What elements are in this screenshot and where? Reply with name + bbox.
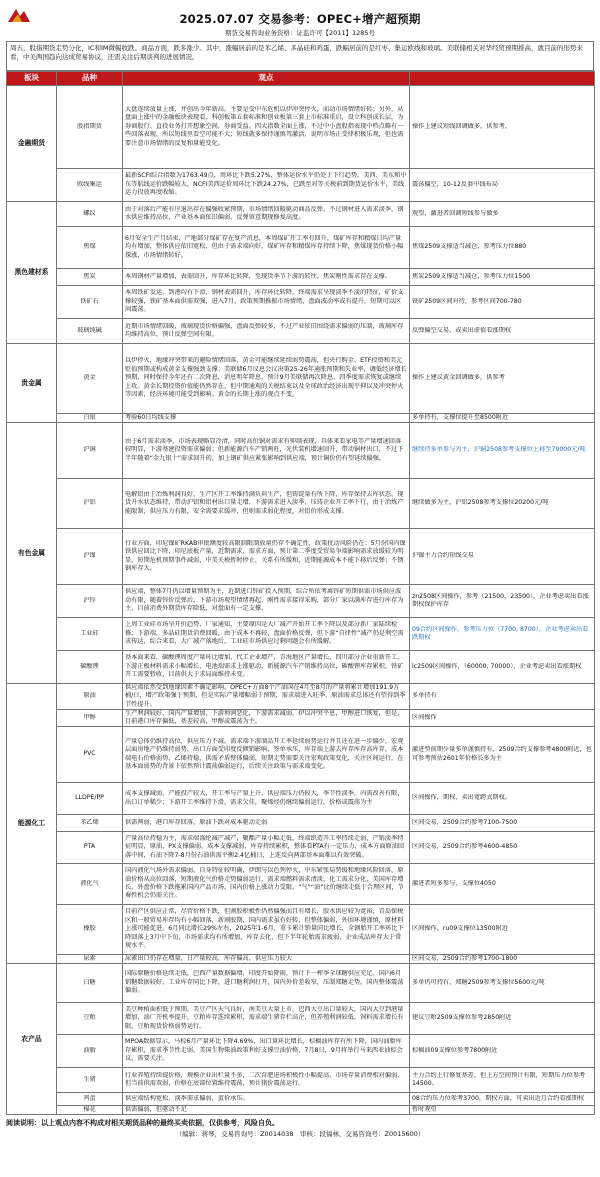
view-cell: 考验60日均线支撑 bbox=[123, 414, 410, 423]
product-cell: 白银 bbox=[57, 414, 123, 423]
strategy-cell: 区间操作 bbox=[410, 710, 595, 727]
view-cell: 供需偏弱，但驱动不足 bbox=[123, 1106, 410, 1115]
sector-cell: 农产品 bbox=[7, 964, 57, 1115]
strategy-cell: 建议豆粕2509支撑位参考2850附近 bbox=[410, 1003, 595, 1035]
table-row bbox=[7, 319, 595, 344]
view-cell: 供应端结构宽松，淡季需求偏弱，蛋价承压。 bbox=[123, 1093, 410, 1106]
strategy-cell: 继续做多为主，沪铝2508参考支撑位20200元/吨 bbox=[410, 479, 595, 529]
sector-cell: 贵金属 bbox=[7, 344, 57, 423]
table-row bbox=[7, 684, 595, 710]
table-row bbox=[7, 286, 595, 319]
view-cell: 近期市场情绪回暖，玻璃现货价格偏强，盘面反弹较多，不过产业依旧围绕需求偏弱的压制，玻璃库存均维持高位，预计反弹空间有限。 bbox=[123, 319, 410, 344]
view-cell: 产量总体仍维持高位，供应压力不减。需求端下游制品开工率延续弱势运行并且还在进一步偏少，宏观层面房地产仍维持弱势，出口方面受印度反倾销影响，签单承压，库存端上游去库存库存高库存，成本端电石价格弱势，乙烯持稳，供需矛盾整体偏弱，短期走势需要关注宏观政策变化，关注区间运行，在基本面弱势的背景下依然预计震荡偏弱运行，后续关注政策与需求端变化。 bbox=[123, 727, 410, 783]
strategy-cell: 区间交易，2509合约参考1700-1800 bbox=[410, 955, 595, 964]
strategy-cell: 多单持有 bbox=[410, 684, 595, 710]
table-row bbox=[7, 905, 595, 955]
credits: （编辑：蒋琴，交易咨询号：Z0014038 审核：段福林，交易咨询号：Z0015600） bbox=[175, 1130, 425, 1138]
strategy-cell: 区间交易，2509合约参考4600-4850 bbox=[410, 832, 595, 864]
product-cell: 沪铝 bbox=[57, 479, 123, 529]
strategy-cell: 区间操作，期权，卖出宽跨式期权。 bbox=[410, 783, 595, 815]
strategy-cell: 09合约区间操作，参考压力位（7700, 8700），企业考虑卖出看跌期权 bbox=[410, 618, 595, 651]
sector-cell: 有色金属 bbox=[7, 423, 57, 684]
table-row bbox=[7, 964, 595, 1003]
strategy-cell: 多单仍可持有，郑糖2509参考支撑位5600元/吨 bbox=[410, 964, 595, 1003]
product-cell: 生猪 bbox=[57, 1068, 123, 1093]
header-sector: 板块 bbox=[7, 72, 57, 86]
product-cell: 工业硅 bbox=[57, 618, 123, 651]
strategy-cell: 焦炭2509支撑适当减仓，参考压力位1500 bbox=[410, 269, 595, 286]
table-header-row bbox=[7, 72, 595, 86]
table-row bbox=[7, 864, 595, 905]
product-cell: 棉花 bbox=[57, 1106, 123, 1115]
table-body bbox=[7, 86, 595, 1115]
report-title: 2025.07.07 交易参考：OPEC+增产超预期 bbox=[179, 12, 421, 26]
product-cell: 白糖 bbox=[57, 964, 123, 1003]
table-row bbox=[7, 727, 595, 783]
product-cell: 原油 bbox=[57, 684, 123, 710]
table-row bbox=[7, 1003, 595, 1035]
table-row bbox=[7, 202, 595, 227]
product-cell: 沪锌 bbox=[57, 585, 123, 618]
view-cell: 由于6月需求淡季，市场表现略显冷清，同时高价铜对需求有抑制表现，具体来看家电等产量增速回落较明显，下游基建投资需求偏弱；但新能源汽车产销两旺，光伏装机增速回升，带动铜材出口，不过下半年随着“金九银十”需求回升的，加上钢矿供应紧张影响到供应端，预计铜价仍有望延续偏强。 bbox=[123, 423, 410, 479]
view-cell: 美豆种植面积低于预期，美豆产区天气良好，南美豆大量上市，巴西大豆出口量较大，国内大豆到港量增加，油厂开机率提升，豆粕库存连续累积，需求端生猪存栏高企，但养殖利润较低，饲料需求增长有限，豆粕现货价格弱势运行。 bbox=[123, 1003, 410, 1035]
product-cell: 甲醇 bbox=[57, 710, 123, 727]
view-cell: 大盘连续放量上涨，并创出今年新高。主要是受中东危机以伊冲突停火，而动市场情绪好转；另外，从盘面上涨中的金融板块表现看，科创板第五套标准和创业板第三套上市标准重启，设立科创成长层，为券商股行、直投业务打开想象空间，券商受益。四大指数全面上涨，不过中小盘股指表现中档点略有一些回落表现，所以短线里看空可能不大；短线就多保持谨慎驾激活，说明市场正受律积极乐观，但也需要注意市场情绪的反复和量能变化。 bbox=[123, 86, 410, 169]
view-cell: 供应端，整体7月仍以增量预期为主，近期进口锌矿投入预期，综合所依考离锌矿短期供需市场供应波动有限，随着锌价反弹后，下游市场观望情绪再起，刚性需求接得采购，部分厂家以满库存进行库存为主，目前消费外期货库存除低，对盘面有一定支撑。 bbox=[123, 585, 410, 618]
view-cell: 尿素出口仍存在增量，日产量较高，库存偏高，供应压力较大 bbox=[123, 955, 410, 964]
strategy-cell: 区间交易，2509合约参考7100-7500 bbox=[410, 815, 595, 832]
table-row bbox=[7, 585, 595, 618]
strategy-cell: 观望，激进者回调短线参与做多 bbox=[410, 202, 595, 227]
view-cell: 本周铁矿发运、到港均有下滑，钢材表需回升，库存环比转降，终端需求呈现淡季不淡的特征，矿价支撑较强，铁矿基本面供需双强，进入7月，政策预期推振市场情绪，盘面波动率或有提升，短期可以区间震荡。 bbox=[123, 286, 410, 319]
product-cell: 油脂 bbox=[57, 1035, 123, 1068]
table-row bbox=[7, 529, 595, 585]
strategy-cell: 操作上建议黄金回调做多，供参考 bbox=[410, 344, 595, 414]
header-product: 品种 bbox=[57, 72, 123, 86]
view-cell: 基本面来看，碳酸锂周度产量环比增加，代工企业增产，青海地区产量增长，四川部分企业重新开工。下游正极材料需求小幅增长，电池端需求上涨驱动，新能源汽车产销维持高位，碳酸锂库存累积，铁矿开工需要暂收，目前供大于求局面维持未变。 bbox=[123, 651, 410, 684]
strategy-cell: 铁矿2509区间对待，参考区间700-780 bbox=[410, 286, 595, 319]
product-cell: 股指期货 bbox=[57, 86, 123, 169]
sector-cell: 能源化工 bbox=[7, 684, 57, 964]
table-row bbox=[7, 783, 595, 815]
company-logo bbox=[6, 6, 32, 26]
table-row bbox=[7, 651, 595, 684]
product-cell: PTA bbox=[57, 832, 123, 864]
product-cell: 焦煤 bbox=[57, 227, 123, 269]
product-cell: 尿素 bbox=[57, 955, 123, 964]
view-cell: 供需两弱，港口库存回落，原油下跌对成本驱动走弱 bbox=[123, 815, 410, 832]
product-cell: 苯乙烯 bbox=[57, 815, 123, 832]
view-cell: 上周工业硅市场呈开价趋势，厂家通知，主要原因是大厂减产开始开工率下降以及部分新厂家陆续检修；下游端，多晶硅期货消费回暖，由于成本不再较，盘面价格反弹，但下游“自律性”减产仍是利空需求传达，综合来看，大厂减产落地后，工业硅市场供应过剩问题会有所缓解。 bbox=[123, 618, 410, 651]
table-row bbox=[7, 86, 595, 169]
view-cell: 国际原糖价格延续走低，巴西产量数据偏增，印度开始降雨，预计下一榨季全球糖供应充足。国内6月销糖数据较好，工业库存同比下降，进口糖利润打开，国内外价差收窄，压制郑糖走势，国内整体震荡偏弱。 bbox=[123, 964, 410, 1003]
strategy-cell: 棕榈油09支撑位参考7800附近 bbox=[410, 1035, 595, 1068]
view-cell: MPOA数据显示，马棕6月产量环比下降4.69%，出口量环比增长，棕榈油库存有所下降，国内油脂库存累积，需求季节性走弱，美国生物柴油政策利好支撑豆油价格，7月8日，9月将举行马来西亚油棕会议，需要关注。 bbox=[123, 1035, 410, 1068]
sector-cell: 黑色建材系 bbox=[7, 202, 57, 344]
product-cell: 焦炭 bbox=[57, 269, 123, 286]
product-cell: 玻璃纯碱 bbox=[57, 319, 123, 344]
strategy-cell: 主力合约上行修复基差，但上方空间预计有限，短期压力位参考14500。 bbox=[410, 1068, 595, 1093]
table-row bbox=[7, 618, 595, 651]
product-cell: 橡胶 bbox=[57, 905, 123, 955]
view-cell: 电解铝由于冶炼利润良好，生产区开工率维持满负荷生产，但铸锭量有所下降，库存保持去库状态，现货升水状态维持，带动沪铝和铝材出口量走增，下游需求进入淡季，压铸企业开工率下行，由于冶炼产能限制，供应压力有限，安全需要求缓冲，但则需求弱化程度，对铝价形成支撑。 bbox=[123, 479, 410, 529]
product-cell: 螺纹 bbox=[57, 202, 123, 227]
product-cell: 液化气 bbox=[57, 864, 123, 905]
view-cell: 本周钢材产量增加，表需回升，库存环比转降，至现货季节下游的转往，焦炭刚性需求存在支撑。 bbox=[123, 269, 410, 286]
strategy-cell: 操作上建议短线回调做多，供参考。 bbox=[410, 86, 595, 169]
table-row bbox=[7, 227, 595, 269]
strategy-cell: 震荡偏空，10-12反套中线布局 bbox=[410, 169, 595, 202]
view-cell: 6月安全生产月结束，产地部分煤矿存在复产消息，本周煤矿开工率有回升，煤矿库存和精煤日均产量均有增加，整体供应依旧宽松，但由于需求端向好，煤矿库存和精煤库存持续下降，焦煤现货价格小幅探涨，市场情绪转好。 bbox=[123, 227, 410, 269]
header-view: 观点 bbox=[123, 72, 410, 86]
table-row bbox=[7, 269, 595, 286]
strategy-cell: 激进型前期少量多单谨慎持有，2509合约支撑参考4800附近，也可参考预估2601年价格长多为主 bbox=[410, 727, 595, 783]
disclaimer: 阅读说明：以上观点内容不构成对相关期货品种的最终买卖依据，仅供参考，风险自负。 bbox=[6, 1119, 279, 1127]
view-cell: 目前产区供应正常，尽管价格下跌，但割胶积极性仍然偏强而且有增长，胶水供应较为宽裕，青岛保税区和一般贸易库存均有小幅回落，新割胶期，国内需求虽有好转，但整体偏弱，外围环境谨慎，原材料上涨可能促进。6月同比增长29%左右，2025年1-6月，重卡累计销量同比增长，全钢胎开工率环比下降回落上3月中下旬，市场需求均有所增加，库存去化，但下半年轮胎需求疲弱，企业成品库存大于常规水平。 bbox=[123, 905, 410, 955]
sector-cell: 金融期货 bbox=[7, 86, 57, 202]
product-cell: 欧线集运 bbox=[57, 169, 123, 202]
table-row bbox=[7, 1068, 595, 1093]
table-row bbox=[7, 1093, 595, 1106]
strategy-cell: 焦煤2509支撑适当减仓，参考压力位880 bbox=[410, 227, 595, 269]
view-cell: 以伊停火，地缘冲突带来的避险情绪回落，黄金可能继续延续弱势震荡，但央行购金、ETF投资和美元贬值预期或构成黄金支撑强劲支撑；美联储6月议息会议决策25-26年通胀预期和失业率，调低经济增长预期，同时保持今年还有二次降息，消息明年降息，预计9月美联储再次降息，四季度需求恢复或继续上攻。黄金长期投资价值能仍然存在，但中期通观的关税结束以及全球政治经济出现平抑以及冲突停火等因素，经济环境可能受到影响。黄金的长期上涨的观点不变。 bbox=[123, 344, 410, 414]
product-cell: 豆粕 bbox=[57, 1003, 123, 1035]
table-row bbox=[7, 955, 595, 964]
table-row bbox=[7, 1106, 595, 1115]
view-cell: 行业方面，印尼镍矿RKAB审批额度较高限制限制放量仍存不确定性，政策扰动风险仍在；5月份国内镍铁供应回比下降，印尼底板产量，近期需求，需求方面，预计第二季度受贸易争端影响需求放缓较为明显，短期危机预期事件减弱，中美关税暂时停止，关系有所缓和，近期能源成本不能下移后反弹；不锈钢库存大。 bbox=[123, 529, 410, 585]
view-cell: 行业养殖持续提价格，规模企业出栏量不多，二次育肥进场积极性小幅提高，市场存量消费相对偏弱，但当前供需双弱，价格在底部位置维持震荡，预计猪价震荡运行。 bbox=[123, 1068, 410, 1093]
strategy-cell: 反弹偏空交易，或卖出虚值看涨期权 bbox=[410, 319, 595, 344]
table-row bbox=[7, 1035, 595, 1068]
product-cell: 黄金 bbox=[57, 344, 123, 414]
view-cell: 供应端依然受到地缘因素不确定影响，OPEC+方面8个产油国在4月至8月的产量将累计增加191.9万桶/日，增产政策强于预期，但是实际产量增幅弱于预期，需求端进入旺季，原油需求总体还有望得到季节性提升。 bbox=[123, 684, 410, 710]
product-cell: 鸡蛋 bbox=[57, 1093, 123, 1106]
strategy-cell: 08合约压力位参考3700，期权方面，可卖出近月合约看涨期权 bbox=[410, 1093, 595, 1106]
table-row bbox=[7, 414, 595, 423]
table-row bbox=[7, 710, 595, 727]
table-row bbox=[7, 479, 595, 529]
strategy-cell: 区间操作，ru09支撑位13500附近 bbox=[410, 905, 595, 955]
product-cell: 沪铜 bbox=[57, 423, 123, 479]
product-cell: PVC bbox=[57, 727, 123, 783]
table-row bbox=[7, 423, 595, 479]
view-cell: 产量高位持稳为主，需求端涤纶减产减产，聚酯产量小幅走低，终端织造开工率持续走弱，产销淡季特征明显，原油、PX支撑偏弱，成本支撑减弱，库存持续累积，整体看PTA有一定压力，成本方面原油回落中间，石油下降7-8月份石油供需平衡2.4亿桶日，上连反向两部基本面难以有效突破。 bbox=[123, 832, 410, 864]
table-row bbox=[7, 815, 595, 832]
market-summary: 周五，股指期货走势分化，IC和IM微幅收跌。商品方面，跌多涨少。其中，涨幅居前的是苯乙烯、多晶硅和鸡蛋，跌幅居前的是红枣、集运欧线和玻璃。美联储相关对华经贸预期推高，就目前的形势来看，中美两国趋向达成贸易协议，还需关注后期谈判的进展情况。 bbox=[6, 41, 594, 71]
view-cell: 国内液化气场外需求偏弱，自身特征较明确，伊朗与以色列停火，中东紧张局势缓和地缘风险回落，原油价格从高位回落，短期液化气价格走势偏弱运行，需求端燃料需求清淡，化工需求分化，美国库存增长，外盘价格下跌拖累国内产品市场，国内价格上涨动力受限。“气”“油”比价继续走低于合理区间，节奏性机会仍需关注。 bbox=[123, 864, 410, 905]
strategy-cell: 沪镍主力合约短线交易 bbox=[410, 529, 595, 585]
product-cell: 沪镍 bbox=[57, 529, 123, 585]
view-cell: 由于对落后产能有序退出存在偏强收紧预期，市场情绪回暖驱动商品反弹，不过钢材进入需求淡季，钢水供应维持高位，产业基本面依旧偏弱，反弹留意期现修复高度。 bbox=[123, 202, 410, 227]
strategy-cell: 暂时观望 bbox=[410, 1106, 595, 1115]
view-cell: 最新SCFI综合指数为1763.49点，周环比下跌5.27%，整体运价水平仍处于下行趋势，美西、美东和中东等航线运价跌幅较大，NCFI美西运价周环比下跌24.27%，已跌至对等关税前到期货运价水平，美线运力投放再度收缩。 bbox=[123, 169, 410, 202]
view-cell: 成本支撑减弱，产能投产较大，开工率与产量上升，供应端压力仍较大，季节性淡季，内需改善有限，出口订单稀少；下游开工率维持下滑，需求欠佳，聚烯烃仍继续偏弱运行，价格或震荡为主 bbox=[123, 783, 410, 815]
product-cell: 铁矿石 bbox=[57, 286, 123, 319]
product-cell: 碳酸锂 bbox=[57, 651, 123, 684]
strategy-cell: 激进者短多参与，支撑位4050 bbox=[410, 864, 595, 905]
view-cell: 生产利润较好，国内产量增加，下游利润恶化，下游需求减弱，伊以冲突平息，甲醇进口恢复，但是，目前港口库存偏低，基差较高，甲醇或震荡为主。 bbox=[123, 710, 410, 727]
table-row bbox=[7, 344, 595, 414]
table-row bbox=[7, 832, 595, 864]
table-row bbox=[7, 169, 595, 202]
strategy-cell: lc2509区间操作，（60000, 70000），企业考虑卖出看涨期权 bbox=[410, 651, 595, 684]
strategy-cell: 继续持多单参与为主，沪铜2508参考支撑位上移至79000元/吨 bbox=[410, 423, 595, 479]
reference-table bbox=[6, 71, 595, 1115]
strategy-cell: zn2508区间操作，参考（21500，23500），企业考虑卖出看涨期权保护库存 bbox=[410, 585, 595, 618]
product-cell: LLDPE/PP bbox=[57, 783, 123, 815]
license-subtitle: 期货交易咨询业务资格：证监许可【2011】1285号 bbox=[224, 29, 376, 37]
header-strategy bbox=[410, 72, 595, 86]
strategy-cell: 多单持有，支撑位提升至8500附近 bbox=[410, 414, 595, 423]
